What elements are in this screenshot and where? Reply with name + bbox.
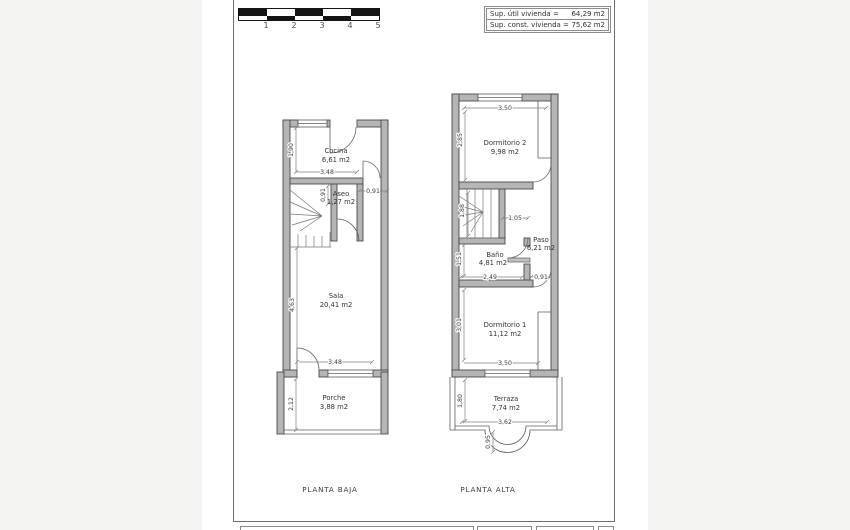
dim-label: 2,12 [288, 397, 295, 411]
wall-left [283, 120, 290, 377]
door-arc-dorm2 [533, 164, 551, 182]
dim-label: 3,48 [320, 169, 334, 176]
dim-label: 2,85 [457, 133, 464, 147]
dim-label: 3,50 [498, 360, 512, 367]
surface-value: 75,62 m2 [571, 21, 605, 29]
dim-label: 3,50 [498, 105, 512, 112]
room-name-terraza: Terraza [493, 395, 519, 403]
room-area-dormitorio2: 9,98 m2 [490, 148, 520, 156]
dim-label: 4,63 [289, 298, 296, 312]
room-name-cocina: Cocina [324, 147, 348, 155]
wall-segment [319, 370, 328, 377]
wall-stair-right [499, 189, 505, 239]
room-area-bano: 4,81 m2 [478, 259, 508, 267]
terraza-bow-outer [450, 430, 562, 453]
stair-treads [298, 232, 330, 247]
baja-windows [284, 120, 381, 434]
alta-terraza-outline [450, 377, 562, 453]
door-arc-cocina [363, 161, 380, 178]
title-planta-alta: PLANTA ALTA [460, 485, 516, 494]
wall-right [381, 120, 388, 377]
door-arc-sala [297, 348, 319, 370]
room-area-dormitorio1: 11,12 m2 [488, 330, 522, 338]
scale-number: 3 [319, 21, 325, 30]
dim-label: 0,91 [320, 188, 327, 202]
room-area-cocina: 6,61 m2 [321, 156, 351, 164]
wall-dorm1-top [459, 280, 533, 287]
baja-dimensions [288, 126, 389, 432]
baja-walls [277, 120, 388, 434]
wall-segment [327, 120, 330, 127]
room-area-sala: 20,41 m2 [319, 301, 353, 309]
scale-number: 2 [291, 21, 297, 30]
dim-label: 1,05 [508, 215, 522, 222]
room-name-bano: Baño [486, 251, 504, 259]
room-area-terraza: 7,74 m2 [491, 404, 521, 412]
dim-label: 0,91 [366, 188, 380, 195]
planta-baja-plan [277, 120, 389, 434]
stair-treads [467, 189, 491, 238]
wall-bano-paso [524, 264, 530, 282]
door-arc-aseo [337, 219, 359, 241]
wall-cocina-bottom [290, 178, 363, 184]
door-panel-bano [508, 258, 530, 262]
dim-label: 1,90 [288, 143, 295, 157]
dim-label: 3,01 [456, 318, 463, 332]
wall-segment [452, 370, 485, 377]
title-planta-baja: PLANTA BAJA [302, 485, 358, 494]
surface-label: Sup. const. vivienda = [490, 21, 569, 29]
wall-segment [283, 370, 297, 377]
room-name-paso: Paso [533, 236, 549, 244]
dim-label: 2,49 [483, 274, 497, 281]
terraza-bow-inner [455, 426, 557, 445]
surface-label: Sup. útil vivienda = [490, 10, 559, 18]
dim-label: 3,48 [328, 359, 342, 366]
wall-segment [530, 370, 558, 377]
wall-porche-left [277, 372, 284, 434]
wall-right [551, 94, 558, 377]
dim-label: 1,88 [459, 204, 466, 218]
scale-number: 5 [375, 21, 381, 30]
dim-label: 0,91 [534, 274, 548, 281]
room-area-paso: 6,21 m2 [526, 244, 556, 252]
room-area-porche: 3,88 m2 [319, 403, 349, 411]
room-name-aseo: Aseo [332, 190, 350, 198]
dim-label: 1,80 [457, 394, 464, 408]
scale-number: 1 [263, 21, 269, 30]
dim-label: 3,62 [498, 419, 512, 426]
room-area-aseo: 1,27 m2 [326, 198, 356, 206]
scale-number: 4 [347, 21, 353, 30]
wall-dorm2-bottom [459, 182, 533, 189]
dim-label: 1,51 [456, 252, 463, 266]
room-name-porche: Porche [322, 394, 346, 402]
room-name-sala: Sala [328, 292, 344, 300]
surface-value: 64,29 m2 [571, 10, 605, 18]
planta-alta-plan [450, 94, 562, 454]
room-name-dormitorio1: Dormitorio 1 [483, 321, 527, 329]
room-name-dormitorio2: Dormitorio 2 [483, 139, 527, 147]
wall-porche-right [381, 372, 388, 434]
stair-winder-rays [290, 190, 322, 231]
dim-label: 0,95 [485, 435, 492, 449]
